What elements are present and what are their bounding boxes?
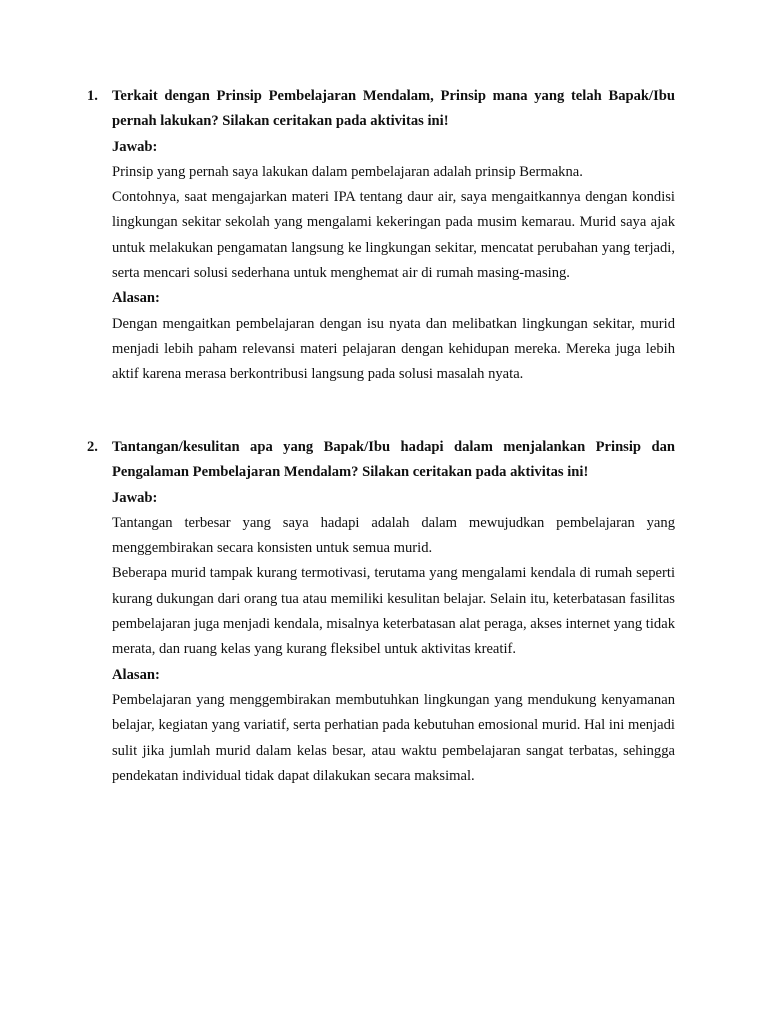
question-1 xyxy=(87,84,675,388)
reason-label: Alasan: xyxy=(112,666,160,683)
question-number: 1. xyxy=(87,88,98,104)
reason-paragraph: Pembelajaran yang menggembirakan membutuhkan lingkungan yang mendukung kenyamanan belajar, kegiatan yang variatif, serta perhatian pada kebutuhan emosional murid. Hal ini menjadi sulit jika jumlah murid dalam kelas besar, atau waktu pembelajaran sangat terbatas, sehingga pendekatan individual tidak dapat dilakukan secara maksimal. xyxy=(112,691,675,784)
reason-label: Alasan: xyxy=(112,290,160,307)
answer-paragraph: Prinsip yang pernah saya lakukan dalam pembelajaran adalah prinsip Bermakna. xyxy=(112,163,583,180)
answer-paragraph: Beberapa murid tampak kurang termotivasi, terutama yang mengalami kendala di rumah seperti kurang dukungan dari orang tua atau memiliki kesulitan belajar. Selain itu, keterbatasan fasilitas pembelajaran juga menjadi kendala, misalnya keterbatasan alat peraga, akses internet yang tidak merata, dan ruang kelas yang kurang fleksibel untuk aktivitas kreatif. xyxy=(112,565,675,658)
answer-paragraph: Tantangan terbesar yang saya hadapi adalah dalam mewujudkan pembelajaran yang menggembirakan secara konsisten untuk semua murid. xyxy=(112,514,675,557)
answer-label: Jawab: xyxy=(112,489,158,506)
question-2 xyxy=(87,435,675,789)
question-number: 2. xyxy=(87,439,98,455)
answer-paragraph: Contohnya, saat mengajarkan materi IPA tentang daur air, saya mengaitkannya dengan kondisi lingkungan sekitar sekolah yang mengalami kekeringan pada musim kemarau. Murid saya ajak untuk melakukan pengamatan langsung ke lingkungan sekitar, mencatat perubahan yang terjadi, serta mencari solusi sederhana untuk menghemat air di rumah masing-masing. xyxy=(112,189,675,282)
question-prompt: Terkait dengan Prinsip Pembelajaran Mendalam, Prinsip mana yang telah Bapak/Ibu pernah lakukan? Silakan ceritakan pada aktivitas ini! xyxy=(112,88,675,130)
question-prompt: Tantangan/kesulitan apa yang Bapak/Ibu hadapi dalam menjalankan Prinsip dan Pengalaman Pembelajaran Mendalam? Silakan ceritakan pada aktivitas ini! xyxy=(112,439,675,481)
answer-label: Jawab: xyxy=(112,138,158,155)
reason-paragraph: Dengan mengaitkan pembelajaran dengan isu nyata dan melibatkan lingkungan sekitar, murid menjadi lebih paham relevansi materi pelajaran dengan kehidupan mereka. Mereka juga lebih aktif karena merasa berkontribusi langsung pada solusi masalah nyata. xyxy=(112,315,675,383)
